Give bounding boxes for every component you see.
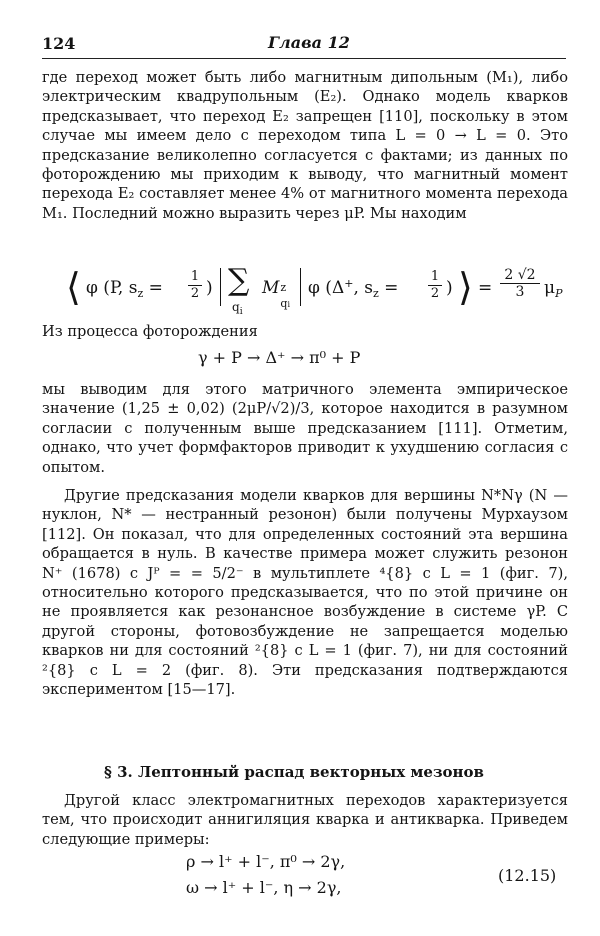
fraction-half-right: 1 2 [428, 270, 442, 301]
fraction-two-root-two-over-three: 2 √2 3 [500, 268, 540, 299]
rhs-equals: = [478, 278, 493, 298]
summation-index: $q_i$ [232, 300, 243, 317]
summation-sign: ∑ [228, 263, 250, 298]
page-number: 124 [42, 34, 76, 53]
decay-formula-rho-pi: ρ → l⁺ + l⁻, π⁰ → 2γ, [186, 852, 346, 871]
magnetic-moment-operator: M z qi [262, 278, 291, 310]
proton-magnetic-moment: $\mu_P$ [544, 278, 563, 300]
vertical-bar-left [220, 268, 221, 306]
paragraph-transition-types: где переход может быть либо магнитным дипольным (M₁), либо электрическим квадрупольным (E₂). Однако модель кварков предсказывает, что переход E₂ запрещен [110], поскольку в этом случае мы имеем дело с переходом типа L = 0 → L = 0. Это предсказание великолепно согласуется с фактами; из данных по фоторождению мы приходим к выводу, что магнитный момент перехода E₂ составляет менее 4% от магнитного момента перехода M₁. Последний можно выразить через μP. Мы находим [42, 69, 568, 222]
header-rule [42, 58, 566, 59]
fraction-half-left: 1 2 [188, 270, 202, 301]
photoproduction-formula: γ + P → Δ⁺ → π⁰ + P [198, 348, 361, 367]
phi-right: φ (Δ [308, 278, 345, 298]
paragraph-other-predictions: Другие предсказания модели кварков для вершины N*Nγ (N — нуклон, N* — нестранный резонон) были получены Мурхаузом [112]. Он показал, что для определенных состояний эта вершина обращается в нуль. В качестве примера может служить резонон N⁺ (1678) с Jᴾ = = 5/2⁻ в мультиплете ⁴{8} с L = 1 (фиг. 7), относительно которого предсказывается, что по этой причине он не проявляется как резонансное возбуждение в системе γP. С другой стороны, фотовозбуждение не запрещается моделью кварков ни для состояний ²{8} с L = 1 (фиг. 7), ни для состояний ²{8} с L = 2 (фиг. 8). Эти предсказания подтверждаются экспериментом [15—17]. [42, 487, 568, 699]
decay-formula-omega-eta: ω → l⁺ + l⁻, η → 2γ, [186, 878, 342, 897]
equation-number: (12.15) [498, 866, 557, 885]
close-paren-right: ) [446, 278, 453, 298]
sz-subscript: z [137, 287, 144, 300]
phi-left: φ (P, s [86, 278, 138, 298]
chapter-title: Глава 12 [268, 33, 350, 52]
section-heading: § 3. Лептонный распад векторных мезонов [104, 763, 484, 781]
equals-sign: = [143, 278, 163, 298]
paragraph-annihilation: Другой класс электромагнитных переходов характеризуется тем, что происходит аннигиляция кварка и антикварка. Приведем следующие примеры: [42, 792, 568, 848]
left-angle-bracket: ⟨ [66, 265, 81, 309]
vertical-bar-right [300, 268, 301, 306]
right-angle-bracket: ⟩ [458, 265, 473, 309]
paragraph-photoproduction-intro: Из процесса фоторождения [42, 323, 258, 340]
close-paren-left: ) [206, 278, 213, 298]
paragraph-empirical-value: мы выводим для этого матричного элемента эмпирическое значение (1,25 ± 0,02) (2μP/√2)/3, которое находится в разумном согласии с полученным выше предсказанием [111]. Отметим, однако, что учет формфакторов приводит к ухудшению согласия с опытом. [42, 381, 568, 476]
matrix-element-formula: ⟨ φ (P, $s_z$ = 1 2 ) ∑ $q_i$ M z qi φ (Δ+, $s_z$ = 1 2 ) ⟩ = 2 √2 3 $\mu_P$ [66, 263, 563, 317]
delta-charge: + [344, 277, 354, 290]
